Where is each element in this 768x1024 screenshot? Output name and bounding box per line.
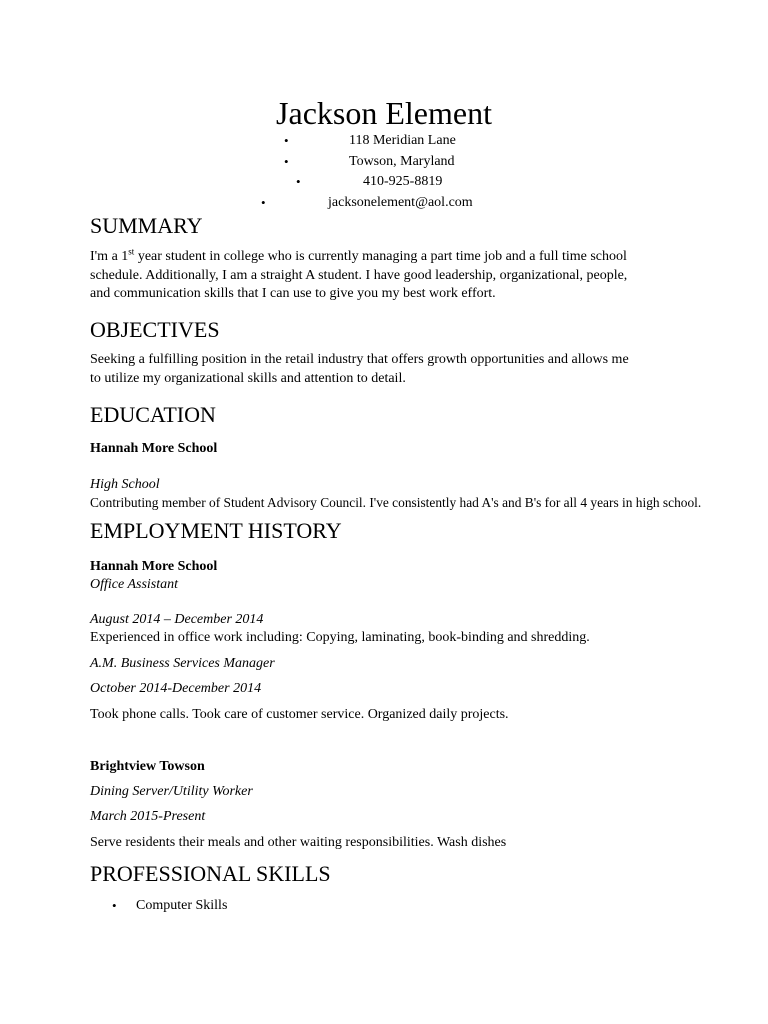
bullet-icon: • <box>296 174 301 189</box>
bullet-icon: • <box>284 154 289 169</box>
summary-text-line2: schedule. Additionally, I am a straight A student. I have good leadership, organizational, people, <box>90 267 628 283</box>
education-school: Hannah More School <box>90 441 218 456</box>
education-level: High School <box>90 477 160 492</box>
bullet-icon: • <box>112 898 117 913</box>
job1-dates: August 2014 – December 2014 <box>90 612 264 627</box>
skill-item: Computer Skills <box>136 898 228 913</box>
bullet-icon: • <box>284 133 289 148</box>
contact-email <box>0 193 768 213</box>
job3-description: Serve residents their meals and other waiting responsibilities. Wash dishes <box>90 835 507 850</box>
summary-superscript: st <box>128 246 135 257</box>
summary-heading: SUMMARY <box>90 213 203 238</box>
job3-title: Dining Server/Utility Worker <box>90 784 253 799</box>
objectives-heading: OBJECTIVES <box>90 317 220 342</box>
contact-phone <box>0 172 768 192</box>
job2-description: Took phone calls. Took care of customer service. Organized daily projects. <box>90 707 509 722</box>
job3-employer: Brightview Towson <box>90 759 205 774</box>
job1-title: Office Assistant <box>90 577 179 592</box>
contact-email-text[interactable]: jacksonelement@aol.com <box>328 195 473 210</box>
summary-text <box>90 248 730 304</box>
skills-heading: PROFESSIONAL SKILLS <box>90 861 331 886</box>
education-detail: Contributing member of Student Advisory Council. I've consistently had A's and B's for all 4 years in high school. <box>90 495 702 510</box>
employment-heading: EMPLOYMENT HISTORY <box>90 518 342 543</box>
objectives-text-line2: to utilize my organizational skills and attention to detail. <box>90 370 406 386</box>
candidate-name: Jackson Element <box>276 95 492 131</box>
education-heading: EDUCATION <box>90 402 216 427</box>
summary-text-start: I'm a 1 <box>90 249 129 264</box>
job3-dates: March 2015-Present <box>90 809 206 824</box>
summary-text-line1: year student in college who is currently managing a part time job and a full time school <box>134 249 627 264</box>
job1-description: Experienced in office work including: Copying, laminating, book-binding and shredding. <box>90 630 590 645</box>
objectives-text-line1: Seeking a fulfilling position in the retail industry that offers growth opportunities and allows me <box>90 352 629 367</box>
contact-address-text: 118 Meridian Lane <box>349 133 456 148</box>
job2-dates: October 2014-December 2014 <box>90 681 262 696</box>
contact-phone-text: 410-925-8819 <box>363 174 443 189</box>
job1-employer: Hannah More School <box>90 559 218 574</box>
bullet-icon: • <box>261 195 266 210</box>
contact-address <box>0 131 768 151</box>
contact-city <box>0 152 768 172</box>
objectives-text <box>90 351 730 388</box>
contact-city-text: Towson, Maryland <box>349 154 455 169</box>
summary-text-line3: and communication skills that I can use to give you my best work effort. <box>90 286 496 301</box>
job2-title: A.M. Business Services Manager <box>90 656 275 671</box>
